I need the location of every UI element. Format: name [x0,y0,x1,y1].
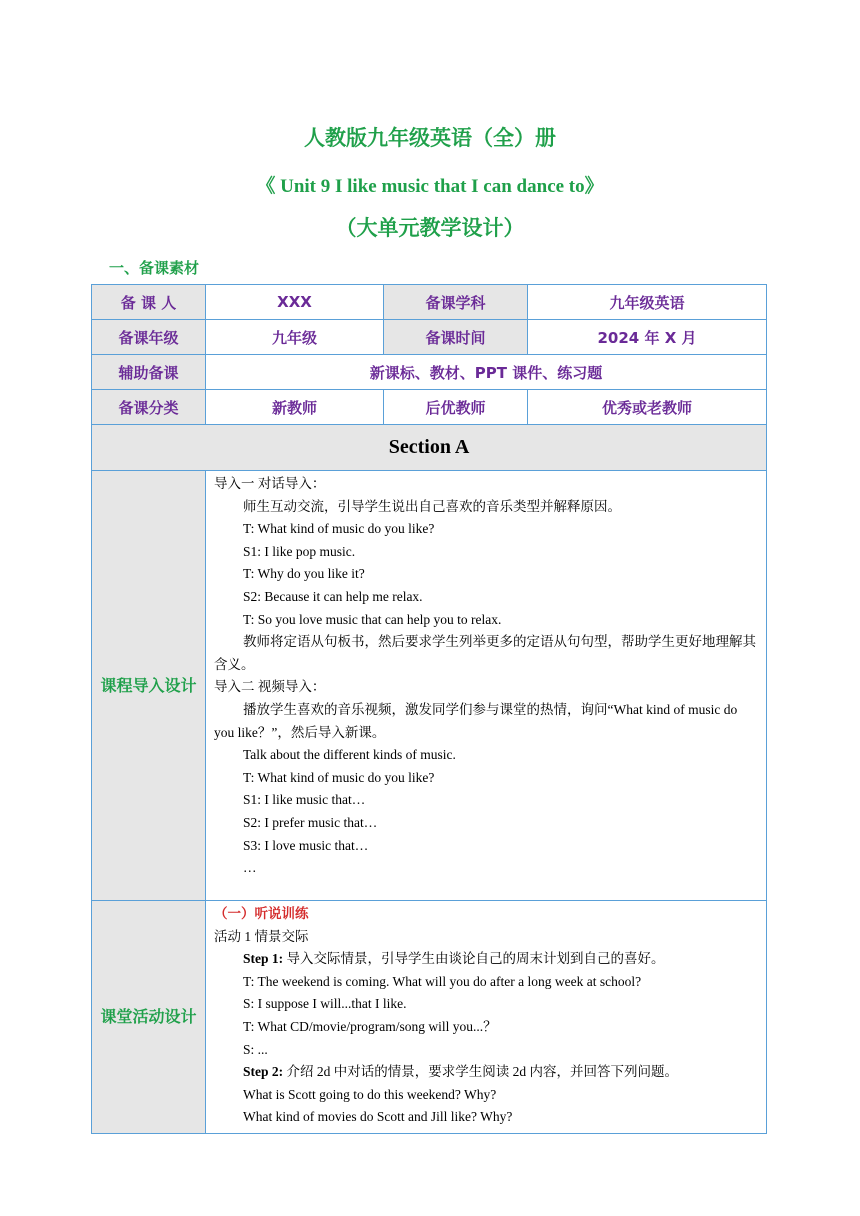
question-line: What kind of movies do Scott and Jill like? Why? [243,1109,513,1125]
time-value: 2024 年 X 月 [528,320,767,355]
intro-line: T: Why do you like it? [243,566,365,582]
step1 [214,948,760,971]
intro-line: S2: Because it can help me relax. [243,588,423,604]
section-a-row [92,425,767,471]
intro-content [206,471,767,901]
subject-value: 九年级英语 [528,285,767,320]
step1-label: Step 1: [243,951,284,967]
category-advanced-teacher: 后优教师 [384,390,528,425]
time-label: 备课时间 [384,320,528,355]
dialogue-line: S: ... [243,1041,268,1057]
aux-label: 辅助备课 [92,355,206,390]
category-senior-teacher: 优秀或老教师 [528,390,767,425]
aux-value: 新课标、教材、PPT 课件、练习题 [206,355,767,390]
section-heading: 一、备课素材 [109,259,200,277]
intro-line: 导入一 对话导入： [214,476,326,491]
intro-line: 师生互动交流，引导学生说出自己喜欢的音乐类型并解释原因。 [243,498,621,514]
intro-line: S3: I love music that… [243,837,369,853]
grade-row [92,320,767,355]
dialogue-line: S: I suppose I will...that I like. [243,996,407,1012]
activity-content [206,901,767,1134]
category-label: 备课分类 [92,390,206,425]
intro-label: 课程导入设计 [92,471,206,901]
teacher-label: 备 课 人 [92,285,206,320]
activity-title: 活动 1 情景交际 [214,928,309,944]
section-a-heading: Section A [92,425,767,471]
teacher-row [92,285,767,320]
intro-line: T: What kind of music do you like? [243,521,435,537]
intro-row [92,471,767,901]
intro-line: Talk about the different kinds of music. [243,747,456,763]
step2-label: Step 2: [243,1064,284,1080]
step1-text: 导入交际情景，引导学生由谈论自己的周末计划到自己的喜好。 [286,951,665,967]
activity-label: 课堂活动设计 [92,901,206,1134]
dialogue-line: T: What CD/movie/program/song will you...？ [243,1018,497,1034]
category-row [92,390,767,425]
step2-text: 介绍 2d 中对话的情景，要求学生阅读 2d 内容，并回答下列问题。 [286,1064,678,1080]
document-title: 人教版九年级英语（全）册 [304,126,556,150]
lesson-plan-table [91,284,767,1134]
aux-row [92,355,767,390]
activity-heading: （一）听说训练 [214,906,309,922]
step2 [214,1061,760,1084]
question-line: What is Scott going to do this weekend? Why? [243,1086,497,1102]
intro-line: 导入二 视频导入： [214,679,326,695]
activity-row [92,901,767,1134]
intro-line: 播放学生喜欢的音乐视频，激发同学们参与课堂的热情，询问“What kind of music do you like？”，然后导入新课。 [214,701,738,740]
intro-line: S2: I prefer music that… [243,814,378,830]
intro-line: T: What kind of music do you like? [243,769,435,785]
intro-line: S1: I like pop music. [243,543,356,559]
document-subtitle: （大单元教学设计） [335,216,525,240]
teacher-value: XXX [206,285,384,320]
subject-label: 备课学科 [384,285,528,320]
intro-line: T: So you love music that can help you to relax. [243,611,502,627]
grade-value: 九年级 [206,320,384,355]
grade-label: 备课年级 [92,320,206,355]
intro-line: … [243,860,257,876]
intro-line: 教师将定语从句板书，然后要求学生列举更多的定语从句句型，帮助学生更好地理解其含义。 [214,634,756,672]
category-new-teacher: 新教师 [206,390,384,425]
intro-line: S1: I like music that… [243,792,366,808]
dialogue-line: T: The weekend is coming. What will you do after a long week at school? [243,973,642,989]
unit-title: 《 Unit 9 I like music that I can dance to》 [256,176,604,197]
